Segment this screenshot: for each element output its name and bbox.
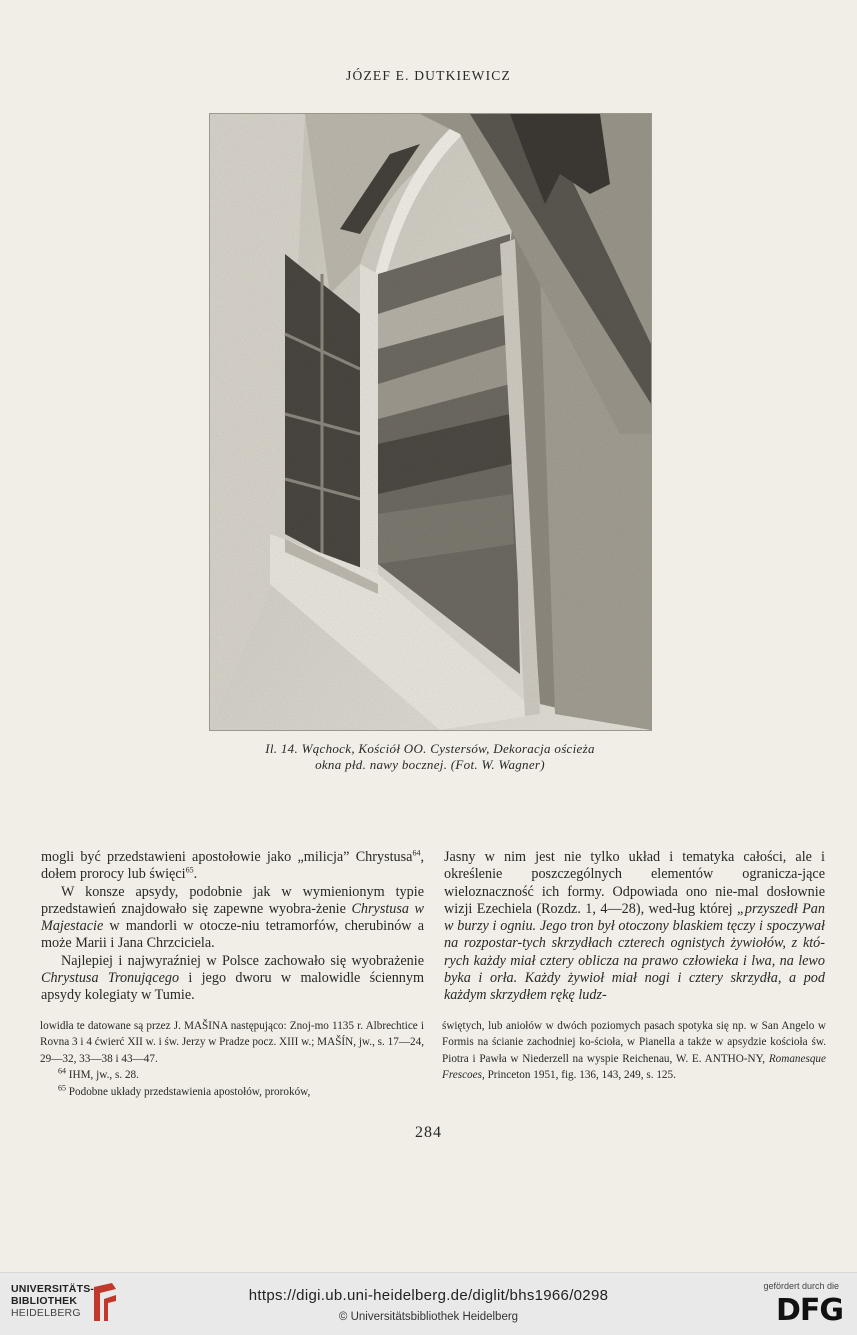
library-name-line-1: UNIVERSITÄTS- <box>11 1283 95 1295</box>
footnotes-left <box>40 1018 424 1100</box>
copyright-notice: © Universitätsbibliothek Heidelberg <box>338 1311 519 1323</box>
library-name-line-2: BIBLIOTHEK <box>11 1295 78 1307</box>
footnote-number: 65 <box>58 1082 66 1092</box>
paragraph: mogli być przedstawieni apostołowie jako „milicja” Chrystusa$^{64}$, dołem prorocy lub święci$^{65}$. <box>41 848 424 883</box>
dfg-logo[interactable]: DFG <box>775 1293 843 1328</box>
running-head: JÓZEF E. DUTKIEWICZ <box>346 68 511 83</box>
footnote: $^{64}$ IHM, jw., s. 28. <box>58 1066 139 1082</box>
paragraph: Jasny w nim jest nie tylko układ i tematyka całości, ale i określenie poszczególnych elementów ogranicza-jące wieloznaczność ich formy. Odpowiada ono nie-mal dosłownie wizji Ezechiela (Rozdz. 1, 4—28), wed-ług której „przyszedł Pan w burzy i ogniu. Jego tron był otoczony blaskiem tęczy i spoczywał na rozpostar-tych skrzydłach czterech ognistych żywiołów, z któ-rych każdy miał cztery oblicza na prawo człowieka i lwa, na lewo byka i orła. Każdy żywioł miał nogi i cztery skrzydła, a pod każdym skrzydłem rękę ludz- <box>444 849 825 1004</box>
body-column-left <box>41 849 424 1005</box>
footnote-number: 64 <box>58 1066 66 1076</box>
figure-caption <box>180 741 680 773</box>
footnote-continuation: świętych, lub aniołów w dwóch poziomych pasach spotyka się np. w San Angelo w Formis na ścianie zachodniej ko-ścioła, w Pianella a także w apsydzie kościoła św. Piotra i Pawła w Niederzell na wyspie Reichenau, W. E. ANTHO-NY, Romanesque Frescoes, Princeton 1951, fig. 136, 143, 249, s. 125. <box>442 1020 826 1082</box>
paragraph: Najlepiej i najwyraźniej w Polsce zachowało się wyobrażenie Chrystusa Tronującego i jego dworu w malowidle ściennym apsydy kolegiaty w Tumie. <box>41 952 425 1004</box>
library-name-line-3: HEIDELBERG <box>11 1307 81 1319</box>
footnote: $^{65}$ Podobne układy przedstawienia apostołów, proroków, <box>58 1082 311 1098</box>
footnote-ref[interactable]: 64 <box>412 848 421 858</box>
figure-photo <box>209 113 652 731</box>
caption-line-1: Il. 14. Wąchock, Kościół OO. Cystersów, Dekoracja ościeża <box>265 741 595 756</box>
footnote-continuation: lowidła te datowane są przez J. MAŠINA następująco: Znoj-mo 1135 r. Albrechtice i Rovna 3 i 4 ćwierć XII w. i św. Jerzy w Pradze pocz. XIII w.; MAŠÍN, jw., s. 17—24, 29—32, 33—38 i 43—47. <box>40 1020 424 1065</box>
footnotes-right <box>442 1018 826 1084</box>
page-number: 284 <box>415 1124 442 1141</box>
viewer-footer <box>0 1272 857 1335</box>
paragraph: W konsze apsydy, podobnie jak w wymienionym typie przedstawień znajdowało się zapewne wyobra-żenie Chrystusa w Majestacie w mandorli w otocze-niu tetramorfów, cherubinów a może Marii i Jana Chrzciciela. <box>41 883 425 952</box>
permalink-url[interactable]: https://digi.ub.uni-heidelberg.de/diglit/bhs1966/0298 <box>248 1287 609 1304</box>
body-column-right <box>444 849 825 1005</box>
funded-by-label: gefördert durch die <box>763 1281 839 1291</box>
caption-line-2: okna płd. nawy bocznej. (Fot. W. Wagner) <box>315 757 545 772</box>
window-jamb-photo <box>210 114 651 730</box>
footnote-ref[interactable]: 65 <box>185 865 194 875</box>
